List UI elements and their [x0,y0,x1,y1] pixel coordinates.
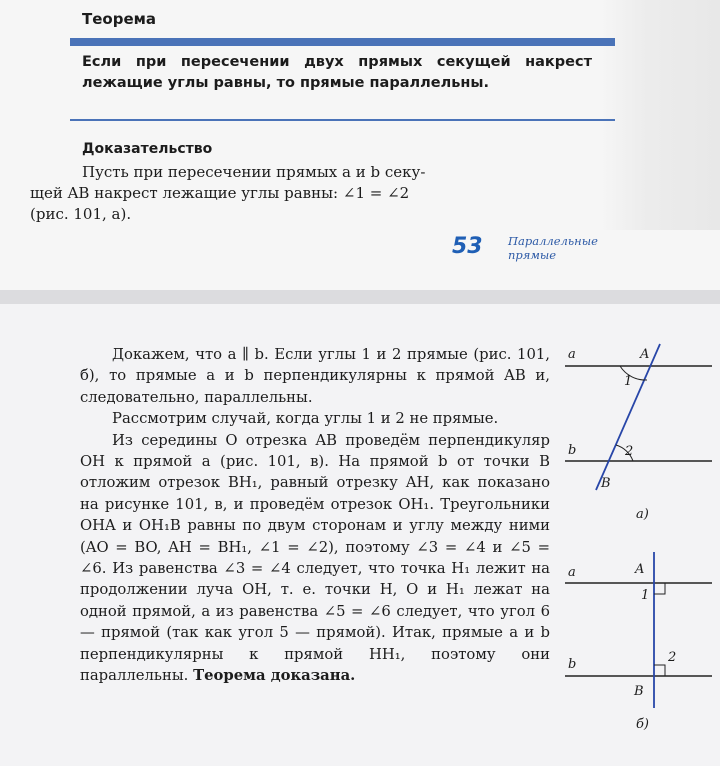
label-a: a [568,347,576,362]
running-title-line: прямые [508,248,557,262]
label-A: A [640,347,650,362]
right-angle-mark-2 [654,665,665,676]
label-a: a [568,565,576,580]
paragraph: Докажем, что a ∥ b. Если углы 1 и 2 прямые (рис. 101, б), то прямые a и b перпендикулярны к прямой AB и, следовательно, параллельны. [80,346,550,406]
proof-line: Пусть при пересечении прямых a и b секу- [82,163,426,181]
proof-label: Доказательство [82,141,213,157]
theorem-proved: Теорема доказана. [193,667,356,685]
paragraph-text: Из середины O отрезка AB проведём перпендикуляр OH к прямой a (рис. 101, в). На прямой b от точки B отложим отрезок BH₁, равный отрезку AH, как показано на рисунке 101, в, и проведём отрезок OH₁. Треугольники OHA и OH₁B равны по двум сторонам и углу между ними (AO = BO, AH = BH₁, ∠1 = ∠2), поэтому ∠3 = ∠4 и ∠5 = ∠6. Из равенства ∠3 = ∠4 следует, что точка H₁ лежит на продолжении луча OH, т. е. точки H, O и H₁ лежат на одной прямой, а из равенства ∠5 = ∠6 следует, что угол 6 — прямой (так как угол 5 — прямой). Итак, прямые a и b перпендикулярны к прямой HH₁, поэтому они параллельны. [80,431,550,685]
figure-a-caption: а) [636,507,649,522]
angle-label-1: 1 [624,374,633,389]
theorem-label: Теорема [82,10,157,28]
paragraph: Рассмотрим случай, когда углы 1 и 2 не прямые. [112,410,499,428]
label-B: B [634,684,644,699]
proof-line: щей AB накрест лежащие углы равны: ∠1 = ∠2 [30,184,410,202]
label-b: b [568,657,577,672]
proof-line: (рис. 101, а). [30,205,132,223]
label-A: A [635,562,645,577]
right-angle-mark-1 [654,583,665,594]
page-number: 53 [452,234,483,259]
figure-b-caption: б) [636,717,650,732]
theorem-statement: Если при пересечении двух прямых секущей накрест лежащие углы равны, то прямые параллельны. [82,54,592,91]
angle-label-2: 2 [668,650,677,665]
label-b: b [568,443,577,458]
running-title-line: Параллельные [508,234,598,248]
label-B: B [601,476,611,491]
angle-label-2: 2 [625,444,634,459]
angle-label-1: 1 [641,588,650,603]
figure-b [565,552,712,732]
figure-a [565,344,712,522]
